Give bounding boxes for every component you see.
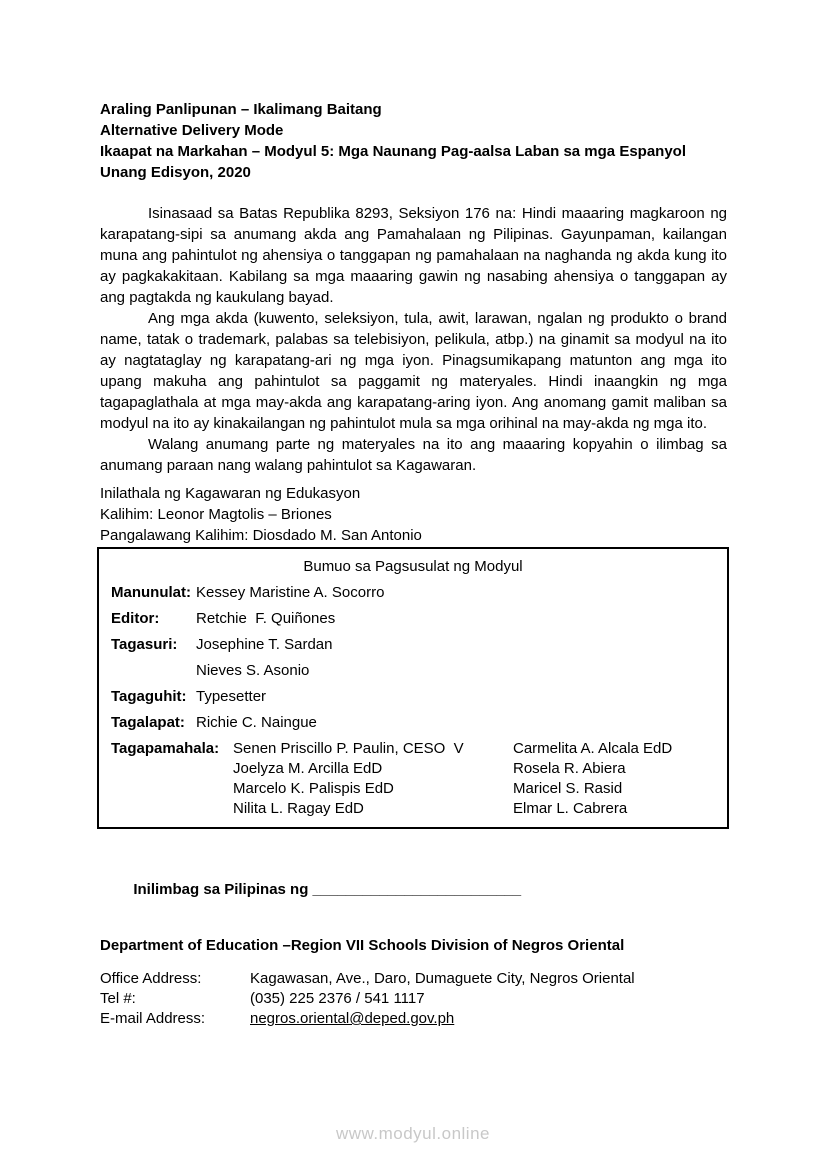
contact-info [100, 969, 727, 1029]
header-edition-line: Unang Edisyon, 2020 [100, 164, 251, 181]
reviewer-label: Tagasuri: [111, 636, 178, 653]
management-name: Marcelo K. Palispis EdD [233, 780, 394, 797]
management-left-column [233, 739, 513, 819]
publisher-info [100, 483, 727, 546]
imprint-block [100, 858, 727, 1029]
team-row-reviewer [111, 635, 715, 655]
illustrator-label: Tagaguhit: [111, 688, 187, 705]
management-name: Nilita L. Ragay EdD [233, 800, 364, 817]
team-row-writer [111, 583, 715, 603]
tel-label: Tel #: [100, 990, 136, 1007]
illustrator-name: Typesetter [196, 688, 267, 705]
office-address-label: Office Address: [100, 970, 202, 987]
layout-artist-name: Richie C. Naingue [196, 714, 317, 731]
header-quarter-module-line: Ikaapat na Markahan – Modyul 5: Mga Naunang Pag-aalsa Laban sa mga Espanyol [100, 143, 687, 160]
development-team-box [97, 547, 729, 829]
writer-label: Manunulat: [111, 584, 191, 601]
publisher-line: Inilathala ng Kagawaran ng Edukasyon [100, 485, 361, 502]
printed-by-blank: _________________________ [312, 881, 522, 898]
contact-row-email [100, 1009, 727, 1029]
copyright-paragraph-1: Isinasaad sa Batas Republika 8293, Seksiyon 176 na: Hindi maaaring magkaroon ng karapatang-sipi sa anumang akda ang Pamahalaan ng Pilipinas. Gayunpaman, kailangan muna ang pahintulot ng ahensiya o tanggapan ng pamahalaan na naghanda ng akda kung ito ay pagkakakitaan. Kabilang sa mga maaaring gawin ng nasabing ahensiya o tanggapan ay ang pagtakda ng kaukulang bayad. [100, 205, 727, 306]
undersecretary-line: Pangalawang Kalihim: Diosdado M. San Antonio [100, 527, 422, 544]
printed-by-label: Inilimbag sa Pilipinas ng [133, 881, 313, 898]
copyright-paragraph-3: Walang anumang parte ng materyales na ito ang maaaring kopyahin o ilimbag sa anumang paraan nang walang pahintulot sa Kagawaran. [100, 436, 727, 474]
management-label: Tagapamahala: [111, 740, 220, 757]
division-title: Department of Education –Region VII Schools Division of Negros Oriental [100, 937, 625, 954]
printed-by-line [100, 858, 727, 921]
management-name: Elmar L. Cabrera [513, 800, 628, 817]
team-row-reviewer-cont [111, 661, 715, 681]
reviewer-name-2: Nieves S. Asonio [196, 662, 310, 679]
module-header [100, 99, 727, 183]
tel-value: (035) 225 2376 / 541 1117 [250, 990, 425, 1007]
team-row-illustrator [111, 687, 715, 707]
editor-name: Retchie F. Quiñones [196, 610, 336, 627]
copyright-paragraph-2: Ang mga akda (kuwento, seleksiyon, tula, awit, larawan, ngalan ng produkto o brand name, tatak o trademark, palabas sa telebisiyon, pelikula, atbp.) na ginamit sa modyul na ito ay nagtataglay ng karapatang-ari ng mga iyon. Pinagsumikapang matunton ang mga ito upang makuha ang pahintulot sa paggamit ng materyales. Hindi inaangkin ng mga tagapaglathala at mga may-akda ang karapatang-aring iyon. Ang anomang gamit maliban sa modyul na ito ay kinakailangan ng pahintulot mula sa mga orihinal na may-akda ng mga ito. [100, 310, 727, 432]
header-subject-line: Araling Panlipunan – Ikalimang Baitang [100, 101, 382, 118]
email-link[interactable]: negros.oriental@deped.gov.ph [250, 1010, 455, 1027]
management-name: Rosela R. Abiera [513, 760, 626, 777]
email-label: E-mail Address: [100, 1010, 206, 1027]
team-box-title: Bumuo sa Pagsusulat ng Modyul [303, 558, 523, 575]
reviewer-name-1: Josephine T. Sardan [196, 636, 333, 653]
layout-artist-label: Tagalapat: [111, 714, 185, 731]
contact-row-tel [100, 989, 727, 1009]
reviewer-label-spacer [111, 661, 196, 681]
team-row-management [111, 739, 715, 819]
editor-label: Editor: [111, 610, 160, 627]
management-name: Maricel S. Rasid [513, 780, 623, 797]
management-right-column [513, 739, 672, 819]
management-name: Carmelita A. Alcala EdD [513, 740, 673, 757]
management-name: Senen Priscillo P. Paulin, CESO V [233, 740, 464, 757]
management-name: Joelyza M. Arcilla EdD [233, 760, 383, 777]
office-address-value: Kagawasan, Ave., Daro, Dumaguete City, Negros Oriental [250, 970, 635, 987]
writer-name: Kessey Maristine A. Socorro [196, 584, 385, 601]
header-mode-line: Alternative Delivery Mode [100, 122, 284, 139]
team-row-editor [111, 609, 715, 629]
copyright-notice [100, 203, 727, 476]
watermark-text: www.modyul.online [335, 1124, 490, 1143]
team-row-layout-artist [111, 713, 715, 733]
page-content [100, 99, 727, 1027]
contact-row-office [100, 969, 727, 989]
secretary-line: Kalihim: Leonor Magtolis – Briones [100, 506, 332, 523]
